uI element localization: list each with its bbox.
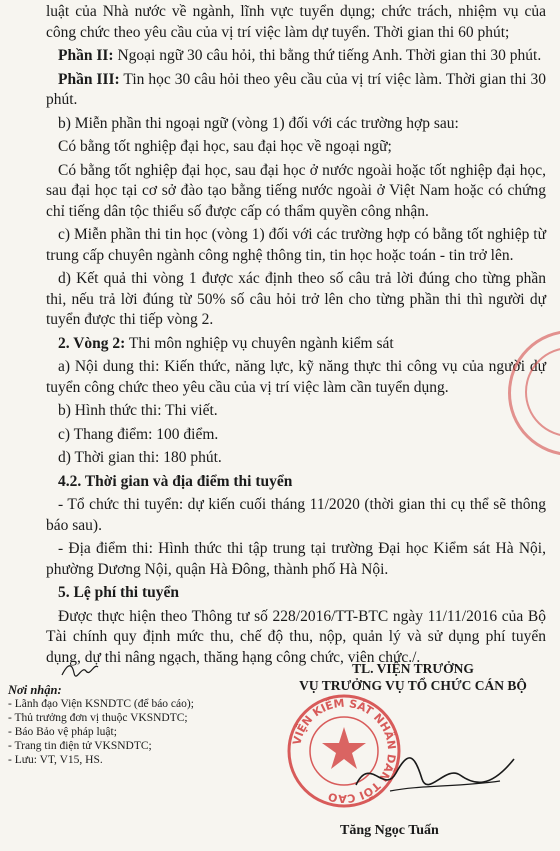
round2-item-d: d) Thời gian thi: 180 phút.	[58, 449, 222, 466]
signer-title-line2: VỤ TRƯỞNG VỤ TỔ CHỨC CÁN BỘ	[299, 678, 527, 693]
document-footer	[0, 655, 560, 851]
signer-name: Tăng Ngọc Tuấn	[340, 823, 439, 838]
part2-text: Ngoại ngữ 30 câu hỏi, thi bằng thứ tiếng Anh. Thời gian thi 30 phút.	[113, 47, 542, 64]
recipients-block	[8, 683, 194, 767]
paragraph-part1-continued: luật của Nhà nước về ngành, lĩnh vực tuyển dụng; chức trách, nhiệm vụ của công chức theo yêu cầu của vị trí việc làm dự tuyển. Thời gian thi 60 phút;	[46, 3, 546, 41]
recipient-item: - Thủ trưởng đơn vị thuộc VKSNDTC;	[8, 712, 188, 724]
paragraph-exam-time: - Tổ chức thi tuyển: dự kiến cuối tháng 11/2020 (thời gian thi cụ thể sẽ thông báo sau).	[46, 496, 546, 534]
round2-item-c: c) Thang điểm: 100 điểm.	[58, 425, 219, 443]
part2-label: Phần II:	[58, 47, 114, 64]
item-c-it-exemption: c) Miễn phần thi tin học (vòng 1) đối với các trường hợp có bằng tốt nghiệp từ trung cấp chuyên ngành công nghệ thông tin, tin học hoặc toán - tin trở lên.	[46, 226, 546, 264]
item-b-case2: Có bằng tốt nghiệp đại học, sau đại học ở nước ngoài hoặc tốt nghiệp đại học, sau đại học tại cơ sở đào tạo bằng tiếng nước ngoài ở Việt Nam hoặc có chứng chỉ tiếng dân tộc thiểu số được cấp có thẩm quyền công nhận.	[46, 161, 546, 220]
initials-signature-icon	[60, 661, 100, 679]
item-b-case1: Có bằng tốt nghiệp đại học, sau đại học về ngoại ngữ;	[58, 138, 392, 155]
handwritten-signature-icon	[350, 745, 520, 805]
signer-title-line1: TL. VIỆN TRƯỞNG	[352, 661, 474, 676]
item-b-language-exemption: b) Miễn phần thi ngoại ngữ (vòng 1) đối với các trường hợp sau:	[58, 114, 459, 132]
paragraph-fee: Được thực hiện theo Thông tư số 228/2016/TT-BTC ngày 11/11/2016 của Bộ Tài chính quy định mức thu, chế độ thu, nộp, quản lý và sử dụng phí tuyển dụng, dự thi nâng ngạch, thăng hạng công chức, viên chức./.	[46, 607, 546, 666]
item-d-round1-result: d) Kết quả thi vòng 1 được xác định theo số câu trả lời đúng cho từng phần thi, nếu trả lời đúng từ 50% số câu hỏi trở lên cho từng phần thi thì người dự tuyển được thi tiếp vòng 2.	[46, 270, 546, 328]
paragraph-part3	[46, 70, 546, 111]
heading-4-2: 4.2. Thời gian và địa điểm thi tuyển	[58, 472, 293, 490]
svg-text:VIỆN KIỂM SÁT NHÂN DÂN TỐI CAO: VIỆN KIỂM SÁT NHÂN DÂN TỐI CAO	[290, 696, 399, 806]
paragraph-part2	[46, 46, 546, 67]
round2-item-a: a) Nội dung thi: Kiến thức, năng lực, kỹ năng thực thi công vụ của người dự tuyển công chức theo yêu cầu của vị trí việc làm cần tuyển dụng.	[46, 358, 546, 396]
recipient-item: - Lãnh đạo Viện KSNDTC (để báo cáo);	[8, 698, 194, 710]
recipient-item: - Báo Bảo vệ pháp luật;	[8, 726, 117, 738]
signer-title-block	[268, 660, 558, 694]
paragraph-round2	[46, 334, 546, 355]
part3-text: Tin học 30 câu hỏi theo yêu cầu của vị trí việc làm. Thời gian thi 30 phút.	[46, 70, 547, 108]
part3-label: Phần III:	[58, 70, 120, 88]
round2-item-b: b) Hình thức thi: Thi viết.	[58, 402, 218, 419]
recipient-item: - Trang tin điện tử VKSNDTC;	[8, 740, 152, 752]
document-body	[46, 2, 546, 671]
heading-5: 5. Lệ phí thi tuyển	[58, 584, 180, 601]
recipients-title: Nơi nhận:	[8, 683, 62, 697]
round2-label: 2. Vòng 2:	[58, 334, 126, 352]
paragraph-exam-place: - Địa điểm thi: Hình thức thi tập trung tại trường Đại học Kiểm sát Hà Nội, phường Dương Nội, quận Hà Đông, thành phố Hà Nội.	[46, 540, 546, 578]
recipient-item: - Lưu: VT, V15, HS.	[8, 754, 103, 766]
round2-text: Thi môn nghiệp vụ chuyên ngành kiểm sát	[125, 334, 394, 352]
